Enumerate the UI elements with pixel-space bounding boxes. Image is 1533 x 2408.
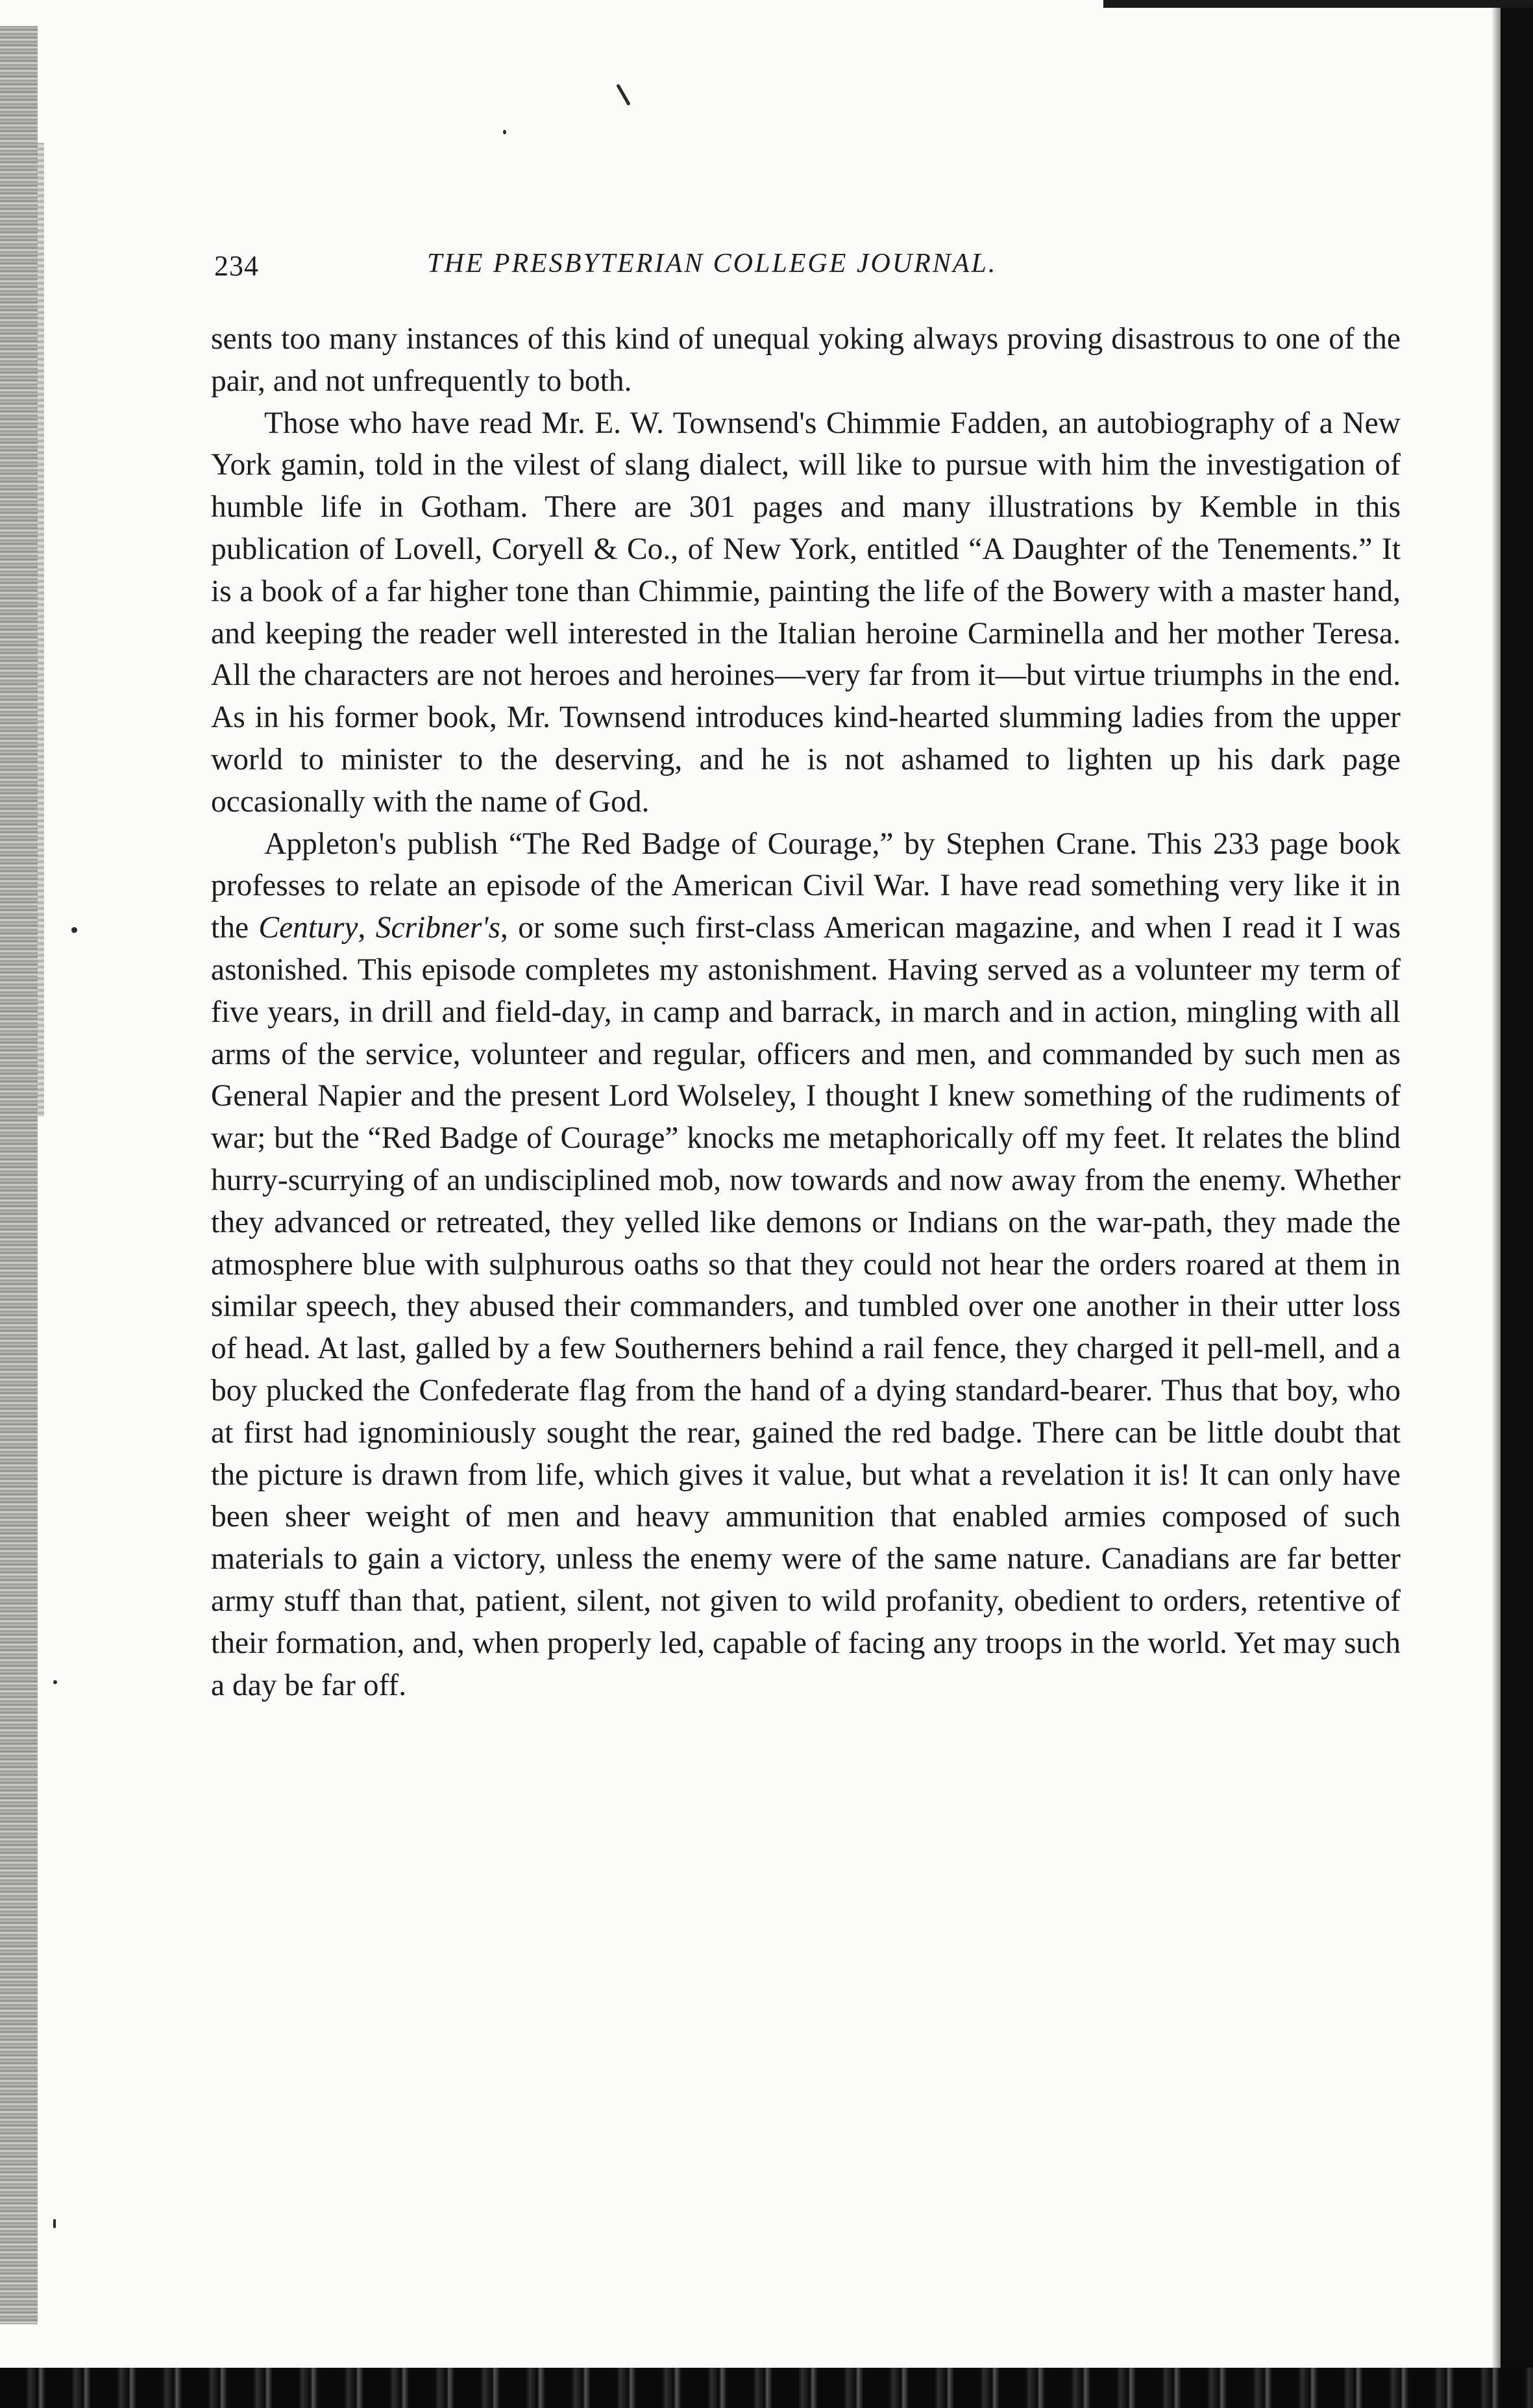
page-edge-shadow — [1491, 0, 1501, 2370]
scan-speck — [503, 130, 506, 134]
scan-speck — [71, 927, 77, 933]
paragraph-townsend-review: Those who have read Mr. E. W. Townsend's Chimmie Fadden, an autobiography of a New York gamin, told in the vilest of slang dialect, will like to pursue with him the investigation of humble life in Gotham. There are 301 pages and many illustrations by Kemble in this publication of Lovell, Coryell & Co., of New York, entitled “A Daughter of the Tenements.” It is a book of a far higher tone than Chimmie, painting the life of the Bowery with a master hand, and keeping the reader well interested in the Italian heroine Carminella and her mother Teresa. All the characters are not heroes and heroines—very far from it—but virtue triumphs in the end. As in his former book, Mr. Townsend introduces kind-hearted slumming ladies from the upper world to minister to the deserving, and he is not ashamed to lighten up his dark page occasionally with the name of God. — [211, 406, 1401, 819]
paragraph-text: , — [358, 911, 376, 945]
magazine-title-century: Century — [258, 911, 358, 945]
binding-edge-artifact — [0, 26, 38, 2324]
bottom-page-edge — [0, 2368, 1533, 2408]
paragraph-text: Appleton's publish “The Red Badge of Courage,” by Stephen Crane. This 233 page book professes to relate an episode of the American Civil War. I have read something very like it in the — [211, 826, 1401, 945]
running-header — [206, 245, 1401, 284]
scan-speck — [53, 2219, 56, 2228]
magazine-title-scribners: Scribner's — [375, 911, 500, 945]
paragraph-continuation: sents too many instances of this kind of unequal yoking always proving disastrous to one of the pair, and not unfrequently to both. — [211, 322, 1401, 398]
paragraph-red-badge-review — [211, 823, 1401, 1707]
article-body — [211, 318, 1401, 1706]
right-page-edge — [1501, 0, 1533, 2370]
binding-edge-artifact — [38, 143, 44, 1117]
page-number: 234 — [214, 250, 259, 282]
top-page-edge — [1103, 0, 1533, 8]
journal-title: THE PRESBYTERIAN COLLEGE JOURNAL. — [427, 249, 998, 279]
paragraph-text: , or some such first-class American magazine, and when I read it I was astonished. This episode completes my astonishment. Having served as a volunteer my term of five years, in drill and field-day, in camp and barrack, in march and in action, mingling with all arms of the service, volunteer and regular, officers and men, and commanded by such men as General Napier and the present Lord Wolseley, I thought I knew something of the rudiments of war; but the “Red Badge of Courage” knocks me metaphorically off my feet. It relates the blind hurry-scurrying of an undisciplined mob, now towards and now away from the enemy. Whether they advanced or retreated, they yelled like demons or Indians on the war-path, they made the atmosphere blue with sulphurous oaths so that they could not hear the orders roared at them in similar speech, they abused their commanders, and tumbled over one another in their utter loss of head. At last, galled by a few Southerners behind a rail fence, they charged it pell-mell, and a boy plucked the Confederate flag from the hand of a dying standard-bearer. Thus that boy, who at first had ignominiously sought the rear, gained the red badge. There can be little doubt that the picture is drawn from life, which gives it value, but what a revelation it is! It can only have been sheer weight of men and heavy ammunition that enabled armies composed of such materials to gain a victory, unless the enemy were of the same nature. Canadians are far better army stuff than that, patient, silent, not given to wild profanity, obedient to orders, retentive of their formation, and, when properly led, capable of facing any troops in the world. Yet may such a day be far off. — [211, 911, 1401, 1702]
scan-speck — [616, 84, 630, 106]
scan-speck — [53, 1680, 57, 1684]
